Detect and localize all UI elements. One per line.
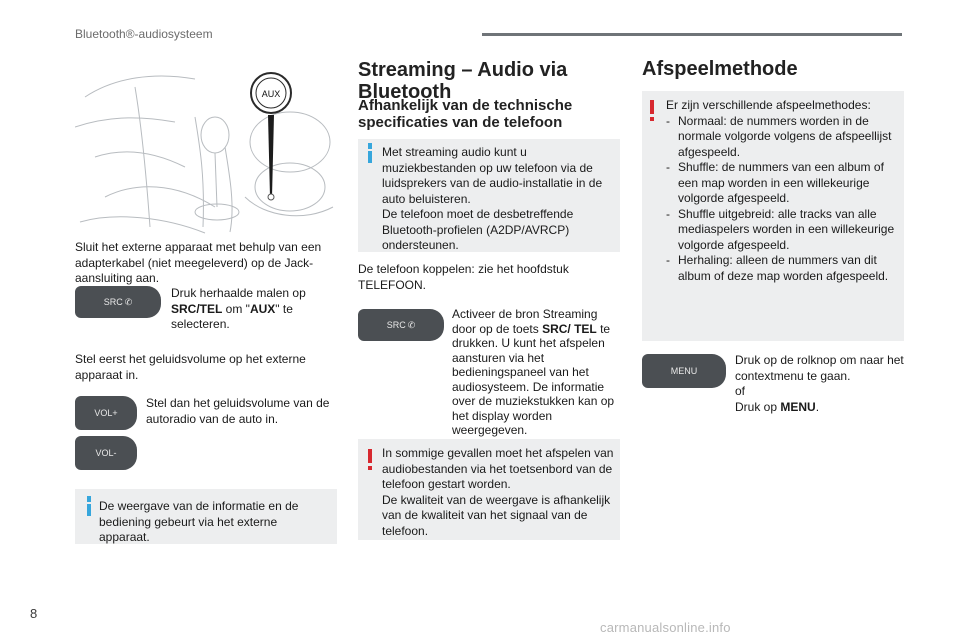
header-rule bbox=[482, 33, 902, 36]
vol-minus-label: VOL- bbox=[95, 448, 117, 458]
info-icon bbox=[87, 504, 91, 516]
streaming-title: Streaming – Audio via Bluetooth bbox=[358, 59, 568, 103]
info-box-streaming bbox=[358, 139, 620, 252]
src-button-label: SRC bbox=[386, 320, 406, 330]
menu-text-part: Druk op bbox=[735, 399, 781, 414]
info-box-text: De weergave van de informatie en de bediening gebeurt via het externe apparaat. bbox=[99, 499, 299, 544]
warning-box-text: In sommige gevallen moet het afspelen van audiobestanden via het toetsenbord van de telefoon gestart worden. De kwaliteit van de weergave is afhankelijk van de kwaliteit van het signaal van de telefoon. bbox=[382, 446, 614, 538]
src-text-part: Druk herhaalde malen op bbox=[171, 286, 306, 300]
pairing-text: De telefoon koppelen: zie het hoofdstuk TELEFOON. bbox=[358, 262, 569, 292]
playback-intro: Er zijn verschillende afspeelmethodes: bbox=[666, 98, 871, 112]
menu-button-label: MENU bbox=[670, 366, 698, 376]
warning-box-streaming bbox=[358, 439, 620, 540]
watermark: carmanualsonline.info bbox=[600, 620, 731, 635]
src-text-part: om " bbox=[222, 301, 250, 316]
list-item: - Shuffle uitgebreid: alle tracks van alle mediaspelers worden in een willekeurige volgorde afgespeeld. bbox=[666, 207, 898, 254]
streaming-instruction bbox=[452, 307, 620, 438]
info-icon-dot bbox=[87, 496, 91, 502]
warning-icon bbox=[368, 449, 372, 463]
streaming-text-part: te drukken. U kunt het afspelen aansturen via het bedieningspaneel van het audiosysteem. De informatie over de muziekstukken kan op het display worden weergegeven. bbox=[452, 321, 615, 437]
running-header: Bluetooth®-audiosysteem bbox=[75, 27, 213, 41]
aux-connect-text: Sluit het externe apparaat met behulp van een adapterkabel (niet meegeleverd) op de Jack-aansluiting aan. bbox=[75, 240, 322, 285]
menu-button[interactable] bbox=[642, 354, 726, 388]
src-text-part: " te selecteren. bbox=[171, 301, 293, 331]
menu-text-part: of bbox=[735, 384, 746, 398]
warning-icon bbox=[650, 100, 654, 114]
src-instruction bbox=[171, 286, 337, 333]
playback-title: Afspeelmethode bbox=[642, 58, 798, 80]
src-key-name: SRC/TEL bbox=[171, 301, 223, 316]
aux-jack-illustration bbox=[75, 57, 337, 235]
list-item: - Herhaling: alleen de nummers van dit album of deze map worden afgespeeld. bbox=[666, 253, 898, 284]
info-icon bbox=[368, 151, 372, 163]
page-number: 8 bbox=[30, 606, 38, 621]
src-tel-button-streaming[interactable] bbox=[358, 309, 444, 341]
phone-icon: ✆ bbox=[124, 296, 133, 307]
aux-key-name: AUX bbox=[249, 301, 276, 316]
warning-icon-dot bbox=[650, 117, 654, 121]
menu-text-part: . bbox=[815, 399, 820, 414]
radio-volume-text: Stel dan het geluidsvolume van de autoradio van de auto in. bbox=[146, 396, 330, 426]
src-tel-button[interactable] bbox=[75, 286, 161, 318]
aux-label: AUX bbox=[261, 89, 281, 99]
streaming-subtitle: Afhankelijk van de technische specificaties van de telefoon bbox=[358, 97, 573, 131]
info-box-external-display bbox=[75, 489, 337, 544]
external-volume-text: Stel eerst het geluidsvolume op het externe apparaat in. bbox=[75, 352, 306, 382]
vol-plus-button[interactable] bbox=[75, 396, 137, 430]
menu-text-part: Druk op de rolknop om naar het contextmenu te gaan. bbox=[735, 353, 904, 383]
src-tel-key-name: SRC/ TEL bbox=[542, 321, 597, 336]
warning-icon-dot bbox=[368, 466, 372, 470]
warning-box-playback bbox=[642, 91, 904, 341]
src-button-label: SRC bbox=[103, 297, 123, 307]
vol-minus-button[interactable] bbox=[75, 436, 137, 470]
phone-icon: ✆ bbox=[407, 319, 416, 330]
playback-content bbox=[666, 98, 898, 284]
menu-key-name: MENU bbox=[780, 399, 816, 414]
list-item: - Normaal: de nummers worden in de normale volgorde volgens de afspeellijst afgespeeld. bbox=[666, 114, 898, 161]
playback-modes-list bbox=[666, 114, 898, 285]
info-box-text: Met streaming audio kunt u muziekbestanden op uw telefoon via de luidsprekers van de audio-installatie in de auto beluisteren. De telefoon moet de desbetreffende Bluetooth-profielen (A2DP/AVRCP) ondersteunen. bbox=[382, 145, 603, 252]
menu-instruction bbox=[735, 353, 904, 415]
list-item: - Shuffle: de nummers van een album of een map worden in een willekeurige volgorde afgespeeld. bbox=[666, 160, 898, 207]
vol-plus-label: VOL+ bbox=[94, 408, 118, 418]
info-icon-dot bbox=[368, 143, 372, 149]
streaming-text-part: Activeer de bron Streaming door op de toets bbox=[452, 307, 598, 336]
